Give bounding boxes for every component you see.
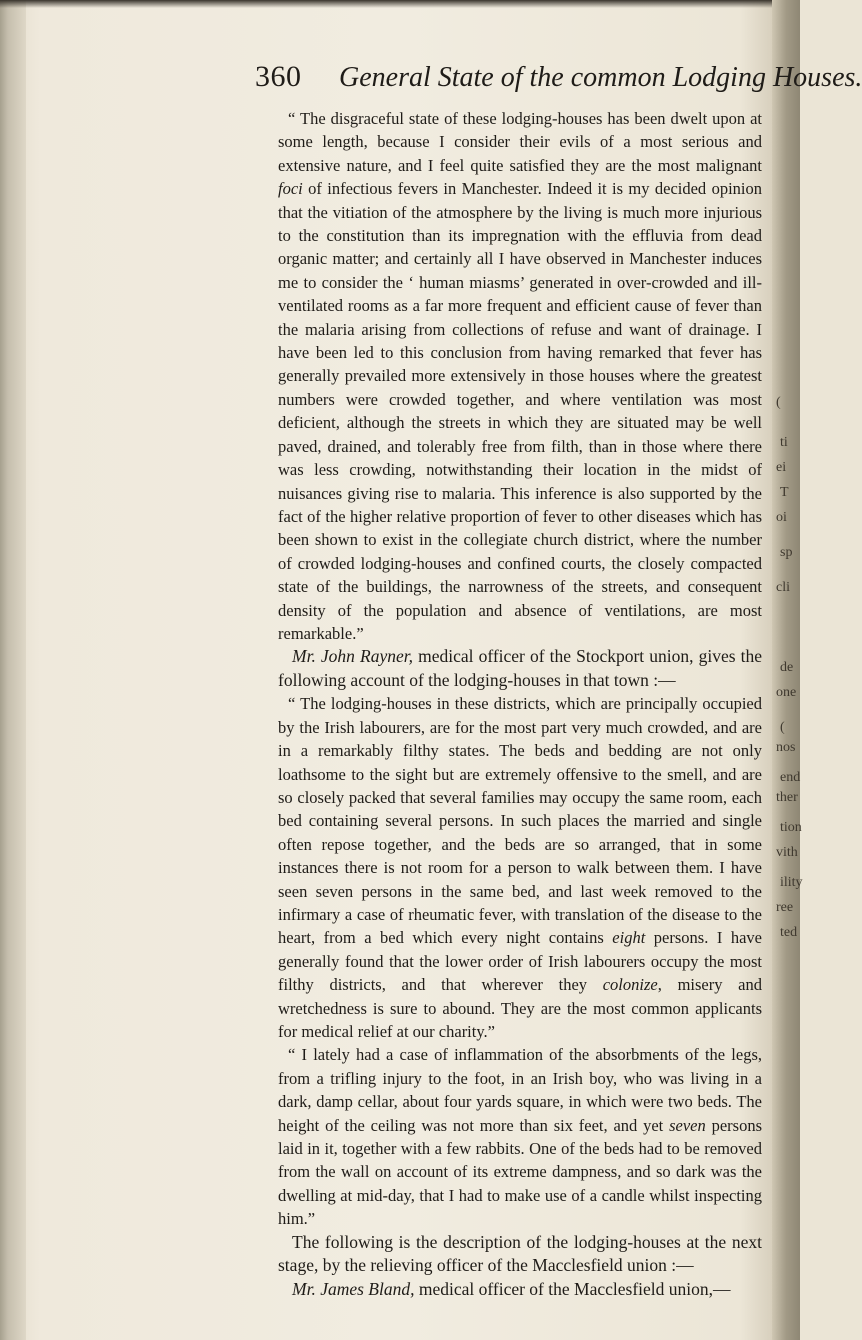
text-run: persons laid in it, together with a few rabbits. One of the beds had to be removed from the wall on account of its extreme dampness, and so dark was the dwelling at mid-day, that I had to make use of a candle whilst inspecting him.” xyxy=(278,1115,763,1229)
page-number: 360 xyxy=(255,60,302,93)
text-run: persons. I have generally found that the lower order of Irish labourers occupy the most filthy districts, and that wherever they xyxy=(278,928,762,995)
edge-fragment: one xyxy=(776,685,797,700)
edge-fragment: ti xyxy=(780,435,788,450)
edge-fragment: vith xyxy=(776,845,798,860)
edge-fragment: ility xyxy=(780,875,803,890)
running-header xyxy=(255,60,862,100)
text-run: The following is the description of the lodging-houses at the next stage, by the relieving officer of the Macclesfield union :— xyxy=(278,1231,762,1276)
text-run: medical officer of the Macclesfield union,— xyxy=(414,1278,731,1299)
text-run: medical officer of the Stockport union, gives the following account of the lodging-houses in that town :— xyxy=(278,646,762,690)
text-run: of infectious fevers in Manchester. Indeed it is my decided opinion that the vitiation of the atmosphere by the living is much more injurious to the constitution than its impregnation with the effluvia from dead organic matter; and certainly all I have observed in Manchester induces me to consider the ‘ human miasms’ generated in over-crowded and ill-ventilated rooms as a far more frequent and efficient cause of fever than the malaria arising from collections of refuse and want of drainage. I have been led to this conclusion from having remarked that fever has generally prevailed more extensively in those houses where the greatest numbers were crowded together, and where ventilation was most deficient, although the streets in which they are situated may be well paved, drained, and tolerably free from filth, than in those where there was less crowding, notwithstanding their location in the midst of nuisances giving rise to malaria. This inference is also supported by the fact of the higher relative proportion of fever to other diseases which has been shown to exist in the collegiate church district, where the number of crowded lodging-houses and confined courts, the closely compacted state of the buildings, the narrowness of the streets, and consequent density of the population and absence of ventilations, are most remarkable.” xyxy=(278,179,762,643)
text-run: , misery and wretchedness is sure to abound. They are the most common applicants for medical relief at our charity.” xyxy=(278,975,763,1042)
edge-fragment: ted xyxy=(780,925,798,940)
edge-fragment: ree xyxy=(776,900,794,915)
edge-fragment: T xyxy=(780,485,789,500)
edge-fragment: end xyxy=(780,770,801,785)
body-text xyxy=(278,107,762,1301)
italic-text: eight xyxy=(612,928,646,948)
edge-fragment: de xyxy=(780,660,794,675)
italic-text: Mr. James Bland, xyxy=(292,1278,415,1299)
narrative-paragraph xyxy=(278,645,762,692)
italic-text: colonize xyxy=(602,975,658,995)
italic-text: seven xyxy=(669,1115,706,1135)
quoted-paragraph xyxy=(278,1043,762,1230)
narrative-paragraph xyxy=(278,1231,762,1278)
text-run: “ I lately had a case of inflammation of the absorbments of the legs, from a trifling injury to the foot, in an Irish boy, who was living in a dark, damp cellar, about four yards square, in which were two beds. The height of the ceiling was not more than six feet, and yet xyxy=(278,1045,762,1135)
top-edge-shadow xyxy=(0,0,800,8)
edge-fragment: tion xyxy=(780,820,802,835)
adjacent-page-fragments xyxy=(770,300,803,1300)
quoted-paragraph xyxy=(278,692,762,1043)
text-run: “ The disgraceful state of these lodging-houses has been dwelt upon at some length, because I consider their evils of a most serious and extensive nature, and I feel quite satisfied they are the most malignant xyxy=(278,109,762,175)
quoted-paragraph xyxy=(278,107,762,645)
italic-text: foci xyxy=(278,179,303,199)
running-title: General State of the common Lodging Houses. xyxy=(339,62,862,93)
edge-fragment: oi xyxy=(776,510,787,525)
edge-fragment: ei xyxy=(776,460,787,475)
edge-fragment: nos xyxy=(776,740,796,755)
edge-fragment: ther xyxy=(776,790,798,805)
edge-fragment: sp xyxy=(780,545,793,560)
edge-fragment: ( xyxy=(780,720,785,735)
text-run: “ The lodging-houses in these districts, which are principally occupied by the Irish labourers, are for the most part very much crowded, and are in a remarkably filthy states. The beds and bedding are not only loathsome to the sight but are extremely offensive to the smell, and are so closely packed that several families may occupy the same room, each bed containing several persons. In such places the married and single often repose together, and the beds are so arranged, that in some instances there is not room for a person to walk between them. I have seen seven persons in the same bed, and last week removed to the infirmary a case of rheumatic fever, with translation of the disease to the heart, from a bed which every night contains xyxy=(278,694,762,948)
italic-text: Mr. John Rayner, xyxy=(292,646,413,667)
edge-fragment: ( xyxy=(776,395,781,410)
narrative-paragraph xyxy=(278,1278,762,1302)
edge-fragment: cli xyxy=(776,580,790,595)
left-page-edge xyxy=(0,0,26,1340)
